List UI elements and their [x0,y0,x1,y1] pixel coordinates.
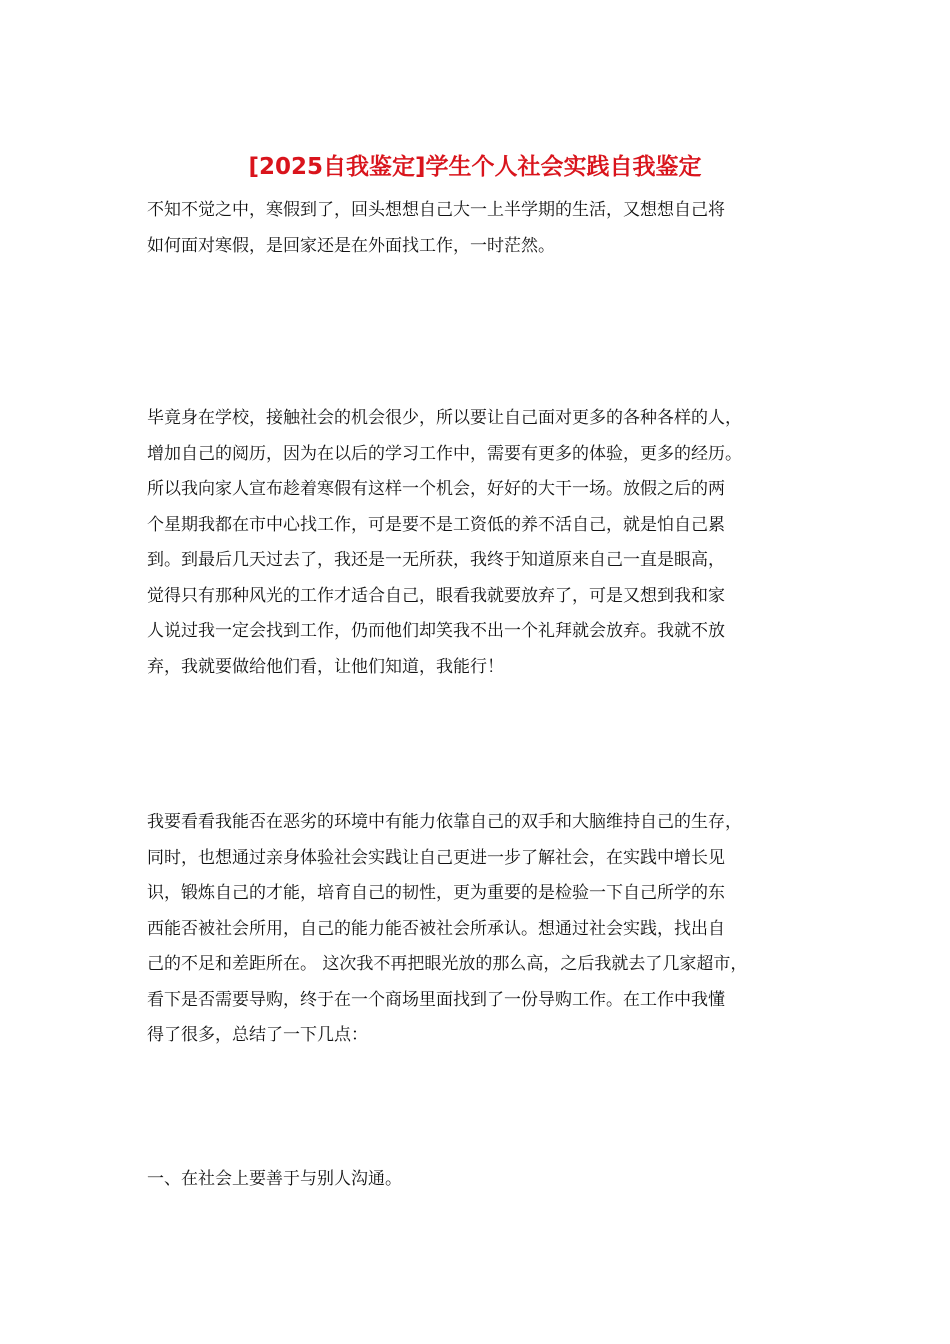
paragraph-line: 到。到最后几天过去了，我还是一无所获，我终于知道原来自己一直是眼高， [147,550,725,570]
paragraph-line: 识，锻炼自己的才能，培育自己的韧性，更为重要的是检验一下自己所学的东 [147,883,725,903]
paragraph-2 [147,401,837,685]
paragraph-line: 毕竟身在学校，接触社会的机会很少，所以要让自己面对更多的各种各样的人， [147,408,742,428]
paragraph-line: 个星期我都在市中心找工作，可是要不是工资低的养不活自己，就是怕自己累 [147,514,725,535]
paragraph-line: 弃，我就要做给他们看，让他们知道，我能行！ [147,656,504,677]
paragraph-line: 己的不足和差距所在。 这次我不再把眼光放的那么高，之后我就去了几家超市， [147,954,748,974]
paragraph-line: 人说过我一定会找到工作，仍而他们却笑我不出一个礼拜就会放弃。我就不放 [147,621,725,641]
paragraph-1 [147,193,837,264]
paragraph-line: 觉得只有那种风光的工作才适合自己，眼看我就要放弃了，可是又想到我和家 [147,585,725,606]
paragraph-line: 增加自己的阅历，因为在以后的学习工作中，需要有更多的体验，更多的经历。 [147,443,742,464]
paragraph-line: 得了很多，总结了一下几点： [147,1025,368,1045]
paragraph-line: 西能否被社会所用，自己的能力能否被社会所承认。想通过社会实践，找出自 [147,918,725,939]
paragraph-3 [147,805,837,1054]
paragraph-line: 同时，也想通过亲身体验社会实践让自己更进一步了解社会，在实践中增长见 [147,847,725,868]
paragraph-line: 我要看看我能否在恶劣的环境中有能力依靠自己的双手和大脑维持自己的生存， [147,812,742,832]
paragraph-line: 不知不觉之中，寒假到了，回头想想自己大一上半学期的生活，又想想自己将 [147,200,725,220]
paragraph-line: 看下是否需要导购，终于在一个商场里面找到了一份导购工作。在工作中我懂 [147,989,725,1010]
paragraph-line: 所以我向家人宣布趁着寒假有这样一个机会，好好的大干一场。放假之后的两 [147,479,725,499]
document-title: [2025自我鉴定]学生个人社会实践自我鉴定 [248,154,702,180]
paragraph-line: 如何面对寒假，是回家还是在外面找工作，一时茫然。 [147,235,555,256]
paragraph-line: 一、在社会上要善于与别人沟通。 [147,1169,402,1189]
paragraph-4 [147,1162,837,1198]
